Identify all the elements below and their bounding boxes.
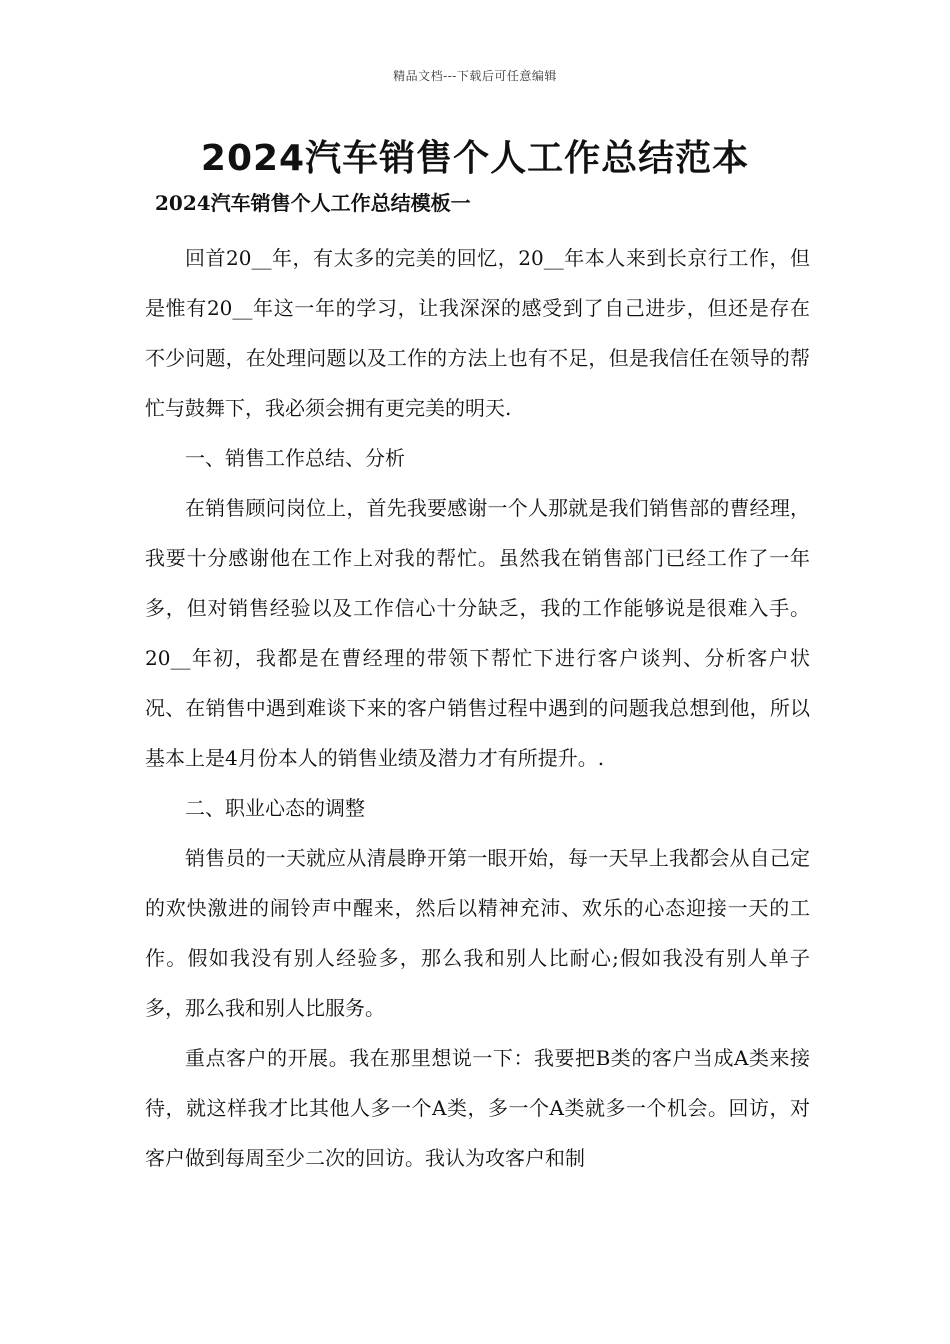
document-title: 2024汽车销售个人工作总结范本 <box>200 138 750 179</box>
paragraph-mindset: 销售员的一天就应从清晨睁开第一眼开始，每一天早上我都会从自己定的欢快激进的闹铃声中醒来，然后以精神充沛、欢乐的心态迎接一天的工作。假如我没有别人经验多，那么我和别人比耐心;假如我没有别人单子多，那么我和别人比服务。 <box>145 846 810 1020</box>
section-heading-mindset: 二、职业心态的调整 <box>185 796 365 820</box>
paragraph-sales-summary: 在销售顾问岗位上，首先我要感谢一个人那就是我们销售部的曹经理，我要十分感谢他在工作上对我的帮忙。虽然我在销售部门已经工作了一年多，但对销售经验以及工作信心十分缺乏，我的工作能够说是很难入手。20__年初，我都是在曹经理的带领下帮忙下进行客户谈判、分析客户状况、在销售中遇到难谈下来的客户销售过程中遇到的问题我总想到他，所以基本上是4月份本人的销售业绩及潜力才有所提升。. <box>145 496 810 770</box>
document-body <box>145 233 810 1183</box>
header-note: 精品文档---下载后可任意编辑 <box>393 69 557 83</box>
document-subtitle: 2024汽车销售个人工作总结模板一 <box>155 191 471 215</box>
paragraph-key-clients: 重点客户的开展。我在那里想说一下：我要把B类的客户当成A类来接待，就这样我才比其他人多一个A类，多一个A类就多一个机会。回访，对客户做到每周至少二次的回访。我认为攻客户和制 <box>145 1046 810 1170</box>
section-heading-sales-summary: 一、销售工作总结、分析 <box>185 446 405 470</box>
paragraph-intro: 回首20__年，有太多的完美的回忆，20__年本人来到长京行工作，但是惟有20__年这一年的学习，让我深深的感受到了自己进步，但还是存在不少问题，在处理问题以及工作的方法上也有不足，但是我信任在领导的帮忙与鼓舞下，我必须会拥有更完美的明天. <box>145 246 810 420</box>
